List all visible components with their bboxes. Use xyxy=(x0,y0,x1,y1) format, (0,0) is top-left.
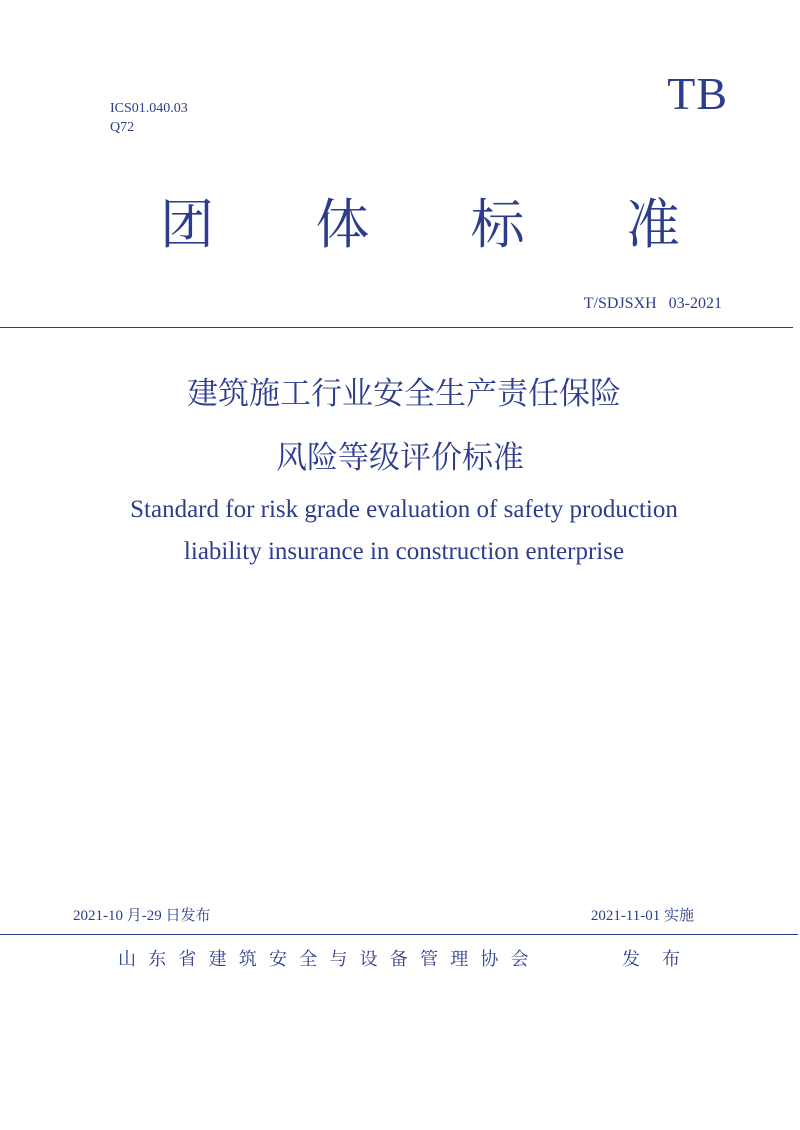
top-divider xyxy=(0,327,793,328)
ccs-code: Q72 xyxy=(110,120,135,135)
release-label: 发布 xyxy=(622,949,702,970)
english-title-line-1: Standard for risk grade evaluation of safety production xyxy=(130,496,678,523)
standard-number: T/SDJSXH 03-2021 xyxy=(583,295,722,312)
group-standard-title xyxy=(160,194,680,256)
bottom-divider xyxy=(0,934,798,935)
title-char-1: 团 xyxy=(160,193,214,256)
implement-date: 2021-11-01 实施 xyxy=(590,908,694,924)
ics-code: ICS01.040.03 xyxy=(110,101,188,116)
english-title-line-2: liability insurance in construction enterprise xyxy=(183,538,625,565)
title-char-4: 准 xyxy=(625,193,680,256)
title-char-2: 体 xyxy=(315,193,370,256)
publish-date: 2021-10 月-29 日发布 xyxy=(73,908,211,924)
chinese-title-line-2: 风险等级评价标准 xyxy=(276,440,524,476)
classification-codes xyxy=(110,99,188,137)
title-char-3: 标 xyxy=(470,193,525,256)
chinese-title-line-1: 建筑施工行业安全生产责任保险 xyxy=(187,376,621,412)
tb-mark: TB xyxy=(667,68,728,119)
issuing-organization: 山东省建筑安全与设备管理协会 xyxy=(118,949,541,970)
